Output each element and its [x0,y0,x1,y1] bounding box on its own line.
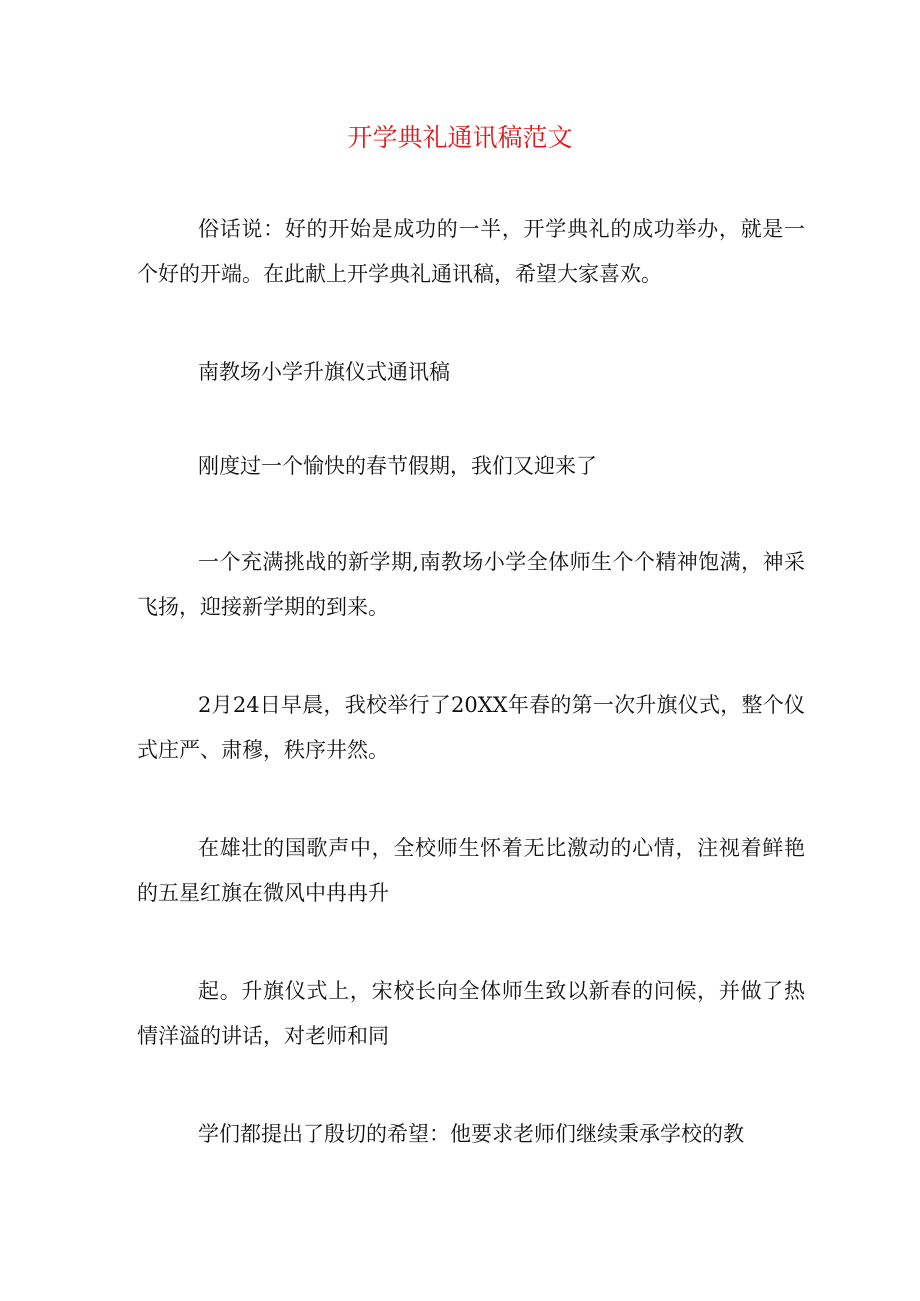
paragraph-body: 起。升旗仪式上，宋校长向全体师生致以新春的问候，并做了热情洋溢的讲话，对老师和同 [137,979,805,1048]
paragraph-body: 2月24日早晨，我校举行了20XX年春的第一次升旗仪式，整个仪式庄严、肃穆，秩序井然。 [137,693,805,762]
paragraph-body: 刚度过一个愉快的春节假期，我们又迎来了 [198,454,597,478]
paragraph-subtitle: 南教场小学升旗仪式通讯稿 [198,360,450,384]
document-title: 开学典礼通讯稿范文 [347,123,573,152]
paragraph-body: 在雄壮的国歌声中，全校师生怀着无比激动的心情，注视着鲜艳的五星红旗在微风中冉冉升 [137,836,805,905]
paragraph-body: 学们都提出了殷切的希望：他要求老师们继续秉承学校的教 [198,1122,744,1146]
paragraph-intro: 俗话说：好的开始是成功的一半，开学典礼的成功举办，就是一个好的开端。在此献上开学典礼通讯稿，希望大家喜欢。 [137,217,805,286]
paragraph-body: 一个充满挑战的新学期,南教场小学全体师生个个精神饱满，神采飞扬，迎接新学期的到来。 [137,550,805,619]
